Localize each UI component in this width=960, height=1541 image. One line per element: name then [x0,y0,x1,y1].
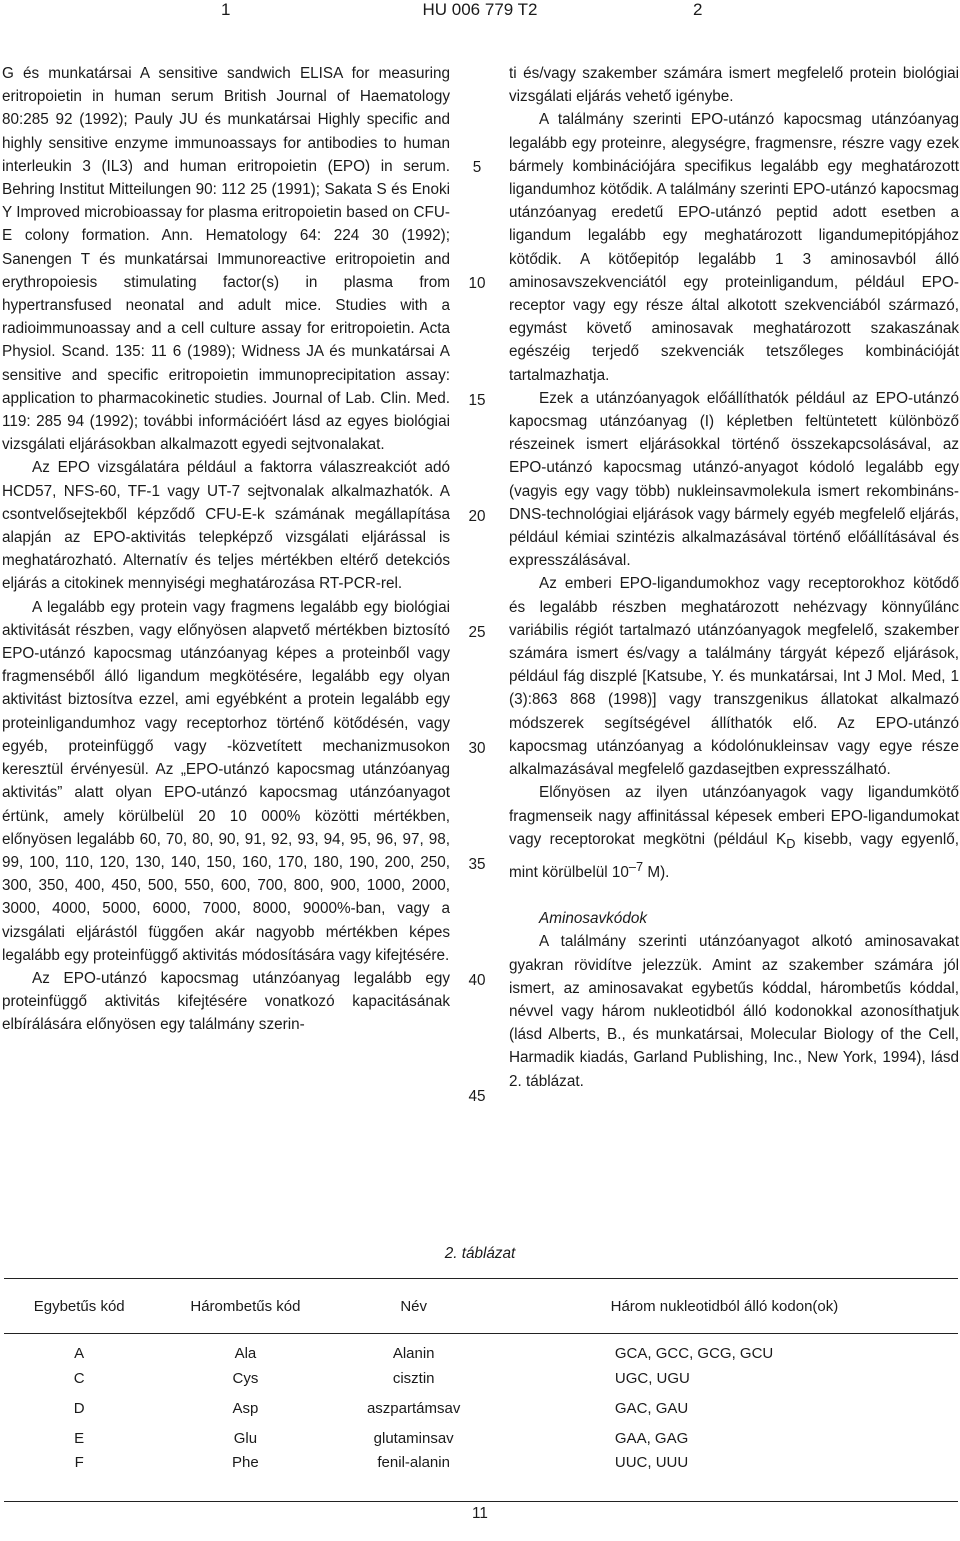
line-number: 20 [468,508,486,525]
affinity-exponent-value: 7 [635,858,644,874]
table-cell: UGC, UGU [614,1370,690,1387]
line-number: 10 [468,275,486,292]
table-row [4,1394,958,1424]
left-column [2,62,450,1037]
column-header-name: Név [336,1279,490,1334]
right-paragraph-amino-acid-codes: A találmány szerinti utánzóanyagot alkotó aminosavakat gyakran rövidítve jelezzük. Amint az szakember számára jól ismert, az aminosavakat egybetűs kóddal, hárombetűs kóddal, névvel vagy három nukleotidból álló kodonokkal azonosíthatjuk (lásd Alberts, B., és munkatársai, Molecular Biology of the Cell, Harmadik kiadás, Garland Publishing, Inc., New York, 1994), lásd 2. táblázat. [509,933,959,1090]
table-cell: GAC, GAU [614,1400,689,1417]
footer-page-number: 11 [472,1505,488,1522]
right-paragraph-preparation: Ezek a utánzóanyagok előállíthatók például az EPO-utánzó kapocsmag utánzóanyag (I) képletben feltüntetett különböző részeinek ismert eljárásokkal történő összekapcsolásával, az EPO-utánzó kapocsmag utánzó-anyagot kódoló legalább egy (vagyis egy vagy több) nukleinsavmolekula ismert rekombináns-DNS-technológiai eljárások vagy bármely egyéb megfelelő eljárás, például kémiai szintézis alkalmazásával történő előállításával és expresszálásával. [509,389,959,570]
table-row [4,1364,958,1394]
section-heading-amino-acid-codes: Aminosavkódok [539,910,647,928]
affinity-text-end: M). [643,864,670,882]
line-number: 15 [468,392,486,409]
header-page-left: 1 [221,0,231,19]
left-paragraph-activity: A legalább egy protein vagy fragmens legalább egy biológiai aktivitását részben, vagy előnyösen alapvető mértékben biztosító EPO-utánzó kapocsmag utánzóanyag képes a proteinből vagy fragmenséből álló ligandum megkötésére, legalább egy olyan aktivitást biztosítva ezzel, ami egyébként a protein legalább egy proteinligandumhoz vagy receptorhoz történő kötődésén, vagy egyéb, proteinfüggő vagy -közvetített mechanizmusokon keresztül érvényesül. Az „EPO-utánzó kapocsmag utánzóanyag aktivitás” alatt olyan EPO-utánzó kapocsmag utánzóanyagot értünk, amely körülbelül 20 10 000% közötti mértékben, előnyösen legalább 60, 70, 80, 90, 91, 92, 93, 94, 95, 96, 97, 98, 99, 100, 110, 120, 130, 140, 150, 160, 170, 180, 190, 200, 250, 300, 350, 400, 450, 500, 550, 600, 700, 800, 900, 1000, 2000, 3000, 4000, 5000, 6000, 7000, 8000, 9000%-ban, vagy a vizsgálati eljárástól függően akár nagyobb mértékben képes legalább egy proteinfüggő aktivitás módosítására vagy kifejtésére. [2,598,450,964]
table-cell: Ala [234,1345,257,1363]
column-header-codons: Három nukleotidból álló kodon(ok) [491,1279,958,1334]
left-paragraph-references: G és munkatársai A sensitive sandwich ELISA for measuring eritropoietin in human serum British Journal of Haematology 80:285 92 (1992); Pauly JU és munkatársai Highly specific and highly sensitive enzyme immunoassays for antibodies to human interleukin 3 (IL3) and human eritropoietin (EPO) in serum. Behring Institut Mitteilungen 90: 112 25 (1991); Sakata S és Enoki Y Improved microbioassay for plasma eritropoietin based on CFU-E colony formation. Ann. Hematology 64: 224 30 (1992); Sanengen T és munkatársai Immunoreactive eritropoietin and erythropoiesis stimulating factor(s) in plasma from hypertransfused neonatal and adult mice. Studies with a radioimmunoassay and a cell culture assay for eritropoietin. Acta Physiol. Scand. 135: 11 6 (1989); Widness JA és munkatársai A sensitive and specific eritropoietin immunoprecipitation assay: application to pharmacokinetic studies. Journal of Lab. Clin. Med. 119: 285 94 (1992); további információért lásd az egyes biológiai vizsgálati eljárásokban alkalmazott egyedi sejtvonalakat. [2,65,450,454]
line-number: 45 [468,1088,486,1105]
affinity-subscript: D [786,835,796,851]
table-row [4,1424,958,1454]
right-paragraph-ligand-binding: A találmány szerinti EPO-utánzó kapocsmag utánzóanyag legalább egy proteinre, alegységre, fragmensre, részre vagy ezek bármely kombinációjára specifikus legalább egy meghatározott ligandumhoz kötődik. A találmány szerinti EPO-utánzó kapocsmag utánzóanyag eredetű EPO-utánzó peptid adott esetben a ligandum legalább egy meghatározott ligandumepitópjához kötődik. A kötőepitóp legalább 1 3 aminosavból álló aminosavszekvenciától egy proteinligandum, például EPO-receptor vagy egy része által alkotott szekvenciából származó, egymást követő aminosavak meghatározott szakaszának egészéig terjedő szekvenciák tetszőleges kombinációját tartalmazhatja. [509,111,959,384]
affinity-text: Előnyösen az ilyen utánzóanyagok vagy ligandumkötő fragmenseik nagy affinitással képesek emberi EPO-ligandumokat vagy receptorokat megkötni (például K [509,784,959,848]
left-paragraph-cell-lines: Az EPO vizsgálatára például a faktorra válaszreakciót adó HCD57, NFS-60, TF-1 vagy UT-7 sejtvonalak alkalmazhatók. A csontvelősejtekből képződő CFU-E-k számának megállapítása alapján az EPO-aktivitás telepképző vizsgálati eljárással is meghatározható. Alternatív és teljes mértékben eltérő detekciós eljárás a citokinek mennyiségi meghatározása RT-PCR-rel. [2,459,450,593]
table-cell: aszpartámsav [366,1400,461,1417]
right-column [509,62,959,1093]
line-number: 30 [468,740,486,757]
affinity-text-mid: kisebb, vagy egyenlő, mint körülbelül 10 [509,830,959,882]
right-paragraph-continuation: ti és/vagy szakember számára ismert megfelelő protein biológiai vizsgálati eljárás vehető igénybe. [509,65,959,106]
line-number: 40 [468,972,486,989]
table-cell: Cys [232,1370,259,1387]
table-cell: Glu [233,1430,258,1447]
table-cell: Alanin [392,1345,435,1363]
table-cell: glutaminsav [373,1430,454,1447]
column-header-three-letter: Hárombetűs kód [154,1279,336,1334]
table-row [4,1454,958,1502]
table-cell: Asp [232,1400,259,1417]
table-cell: fenil-alanin [377,1453,450,1471]
table-header-row [4,1279,958,1334]
left-paragraph-capacity: Az EPO-utánzó kapocsmag utánzóanyag legalább egy proteinfüggő aktivitás kifejtésére vonatkozó kapacitásának elbírálására előnyösen egy találmány szerin- [2,969,450,1034]
table-caption: 2. táblázat [444,1245,516,1262]
table-cell: UUC, UUU [614,1453,689,1471]
table-cell: GCA, GCC, GCG, GCU [614,1345,774,1363]
header-page-right: 2 [693,0,703,19]
right-paragraph-human-epo: Az emberi EPO-ligandumokhoz vagy receptorokhoz kötődő és legalább részben meghatározott nehézvagy könnyűlánc variábilis régiót tartalmazó utánzóanyagok megfelelő, szakember számára ismert és/vagy a találmány tárgyát képező eljárások, például fág diszplé [Katsube, Y. és munkatársai, Int J Mol. Med, 1 (3):863 868 (1998)] vagy transzgenikus állatokat alkalmazó módszerek segítségével állíthatók elő. Az EPO-utánzó kapocsmag utánzóanyag a kódolónukleinsav vagy egye része alkalmazásával megfelelő gazdasejtben expresszálható. [509,575,959,779]
table-cell: GAA, GAG [614,1430,689,1447]
column-header-one-letter: Egybetűs kód [4,1279,154,1334]
header-patent-number: HU 006 779 T2 [422,0,538,19]
table-cell: A [74,1345,85,1363]
line-number: 5 [472,159,482,176]
table-cell: cisztin [392,1370,435,1387]
table-cell: E [74,1430,85,1447]
table-cell: F [74,1453,84,1471]
table-cell: Phe [232,1453,259,1471]
line-number: 25 [468,624,486,641]
table-cell: D [73,1400,85,1417]
table-row [4,1334,958,1364]
line-number: 35 [468,856,486,873]
right-paragraph-affinity [509,781,959,884]
table-cell: C [73,1370,85,1387]
affinity-exponent: –7 [628,858,644,874]
amino-acid-code-table [4,1278,958,1502]
